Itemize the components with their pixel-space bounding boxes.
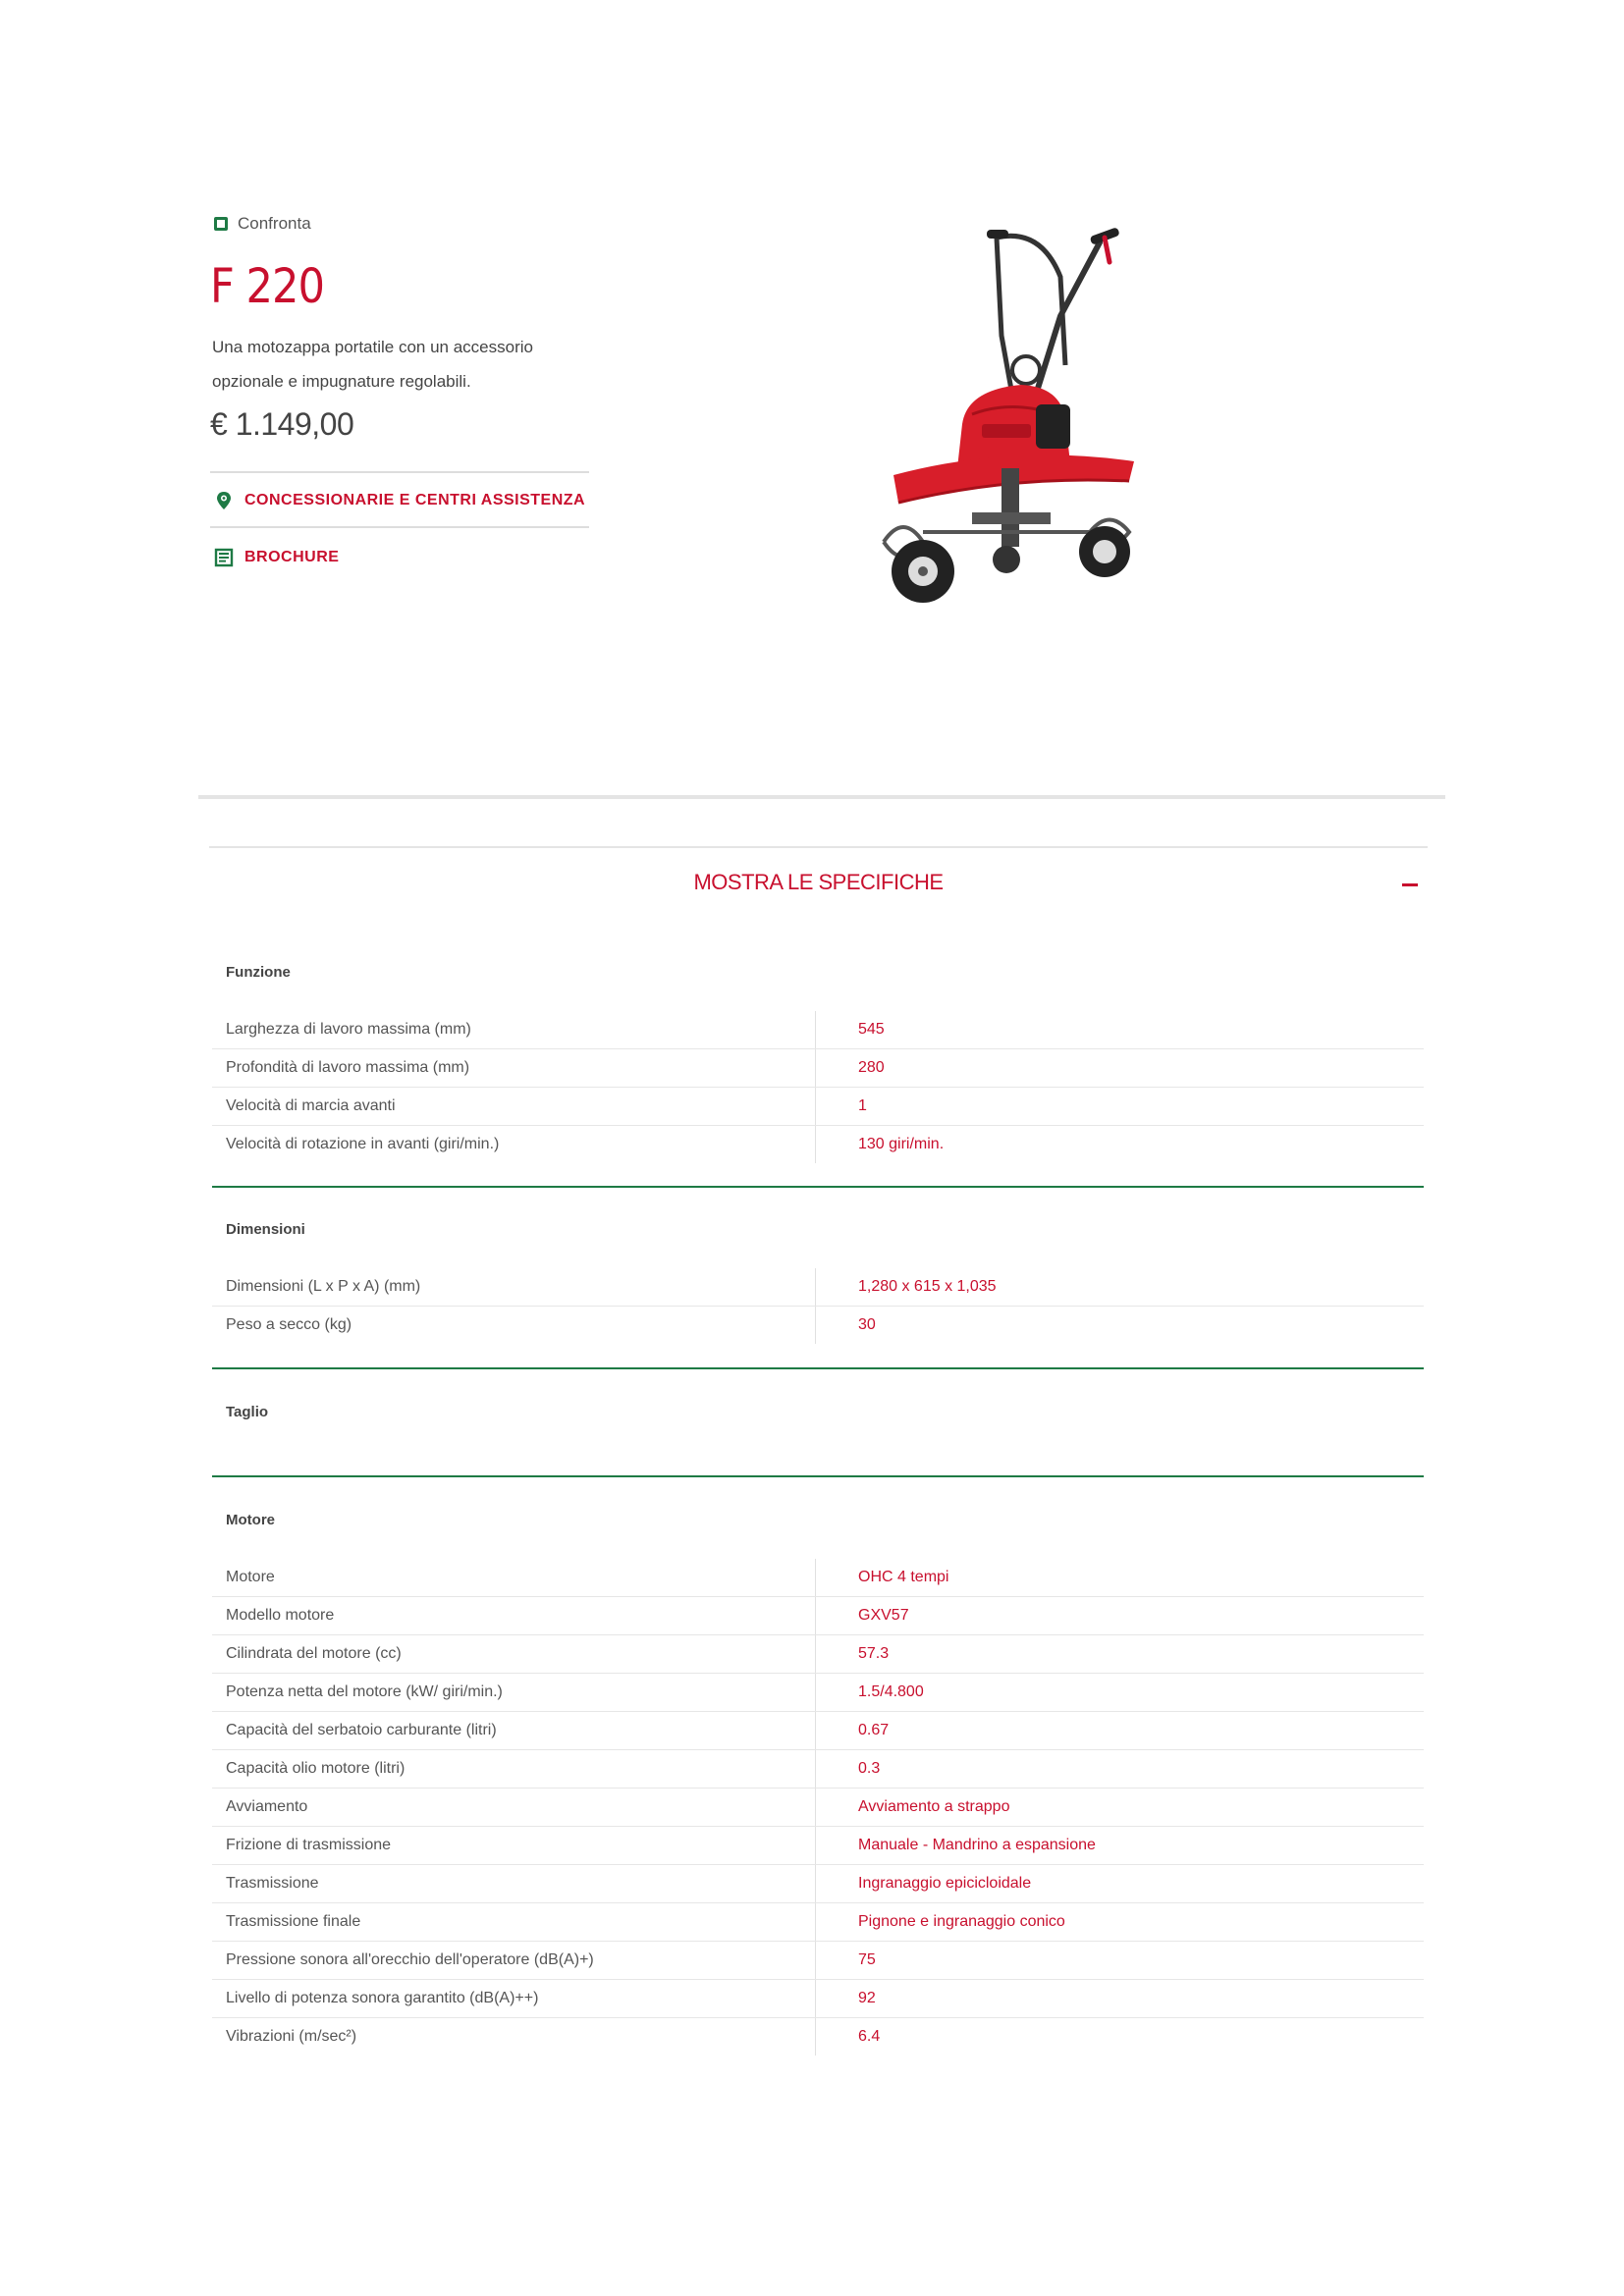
spec-label: Capacità del serbatoio carburante (litri)	[212, 1712, 816, 1749]
table-row	[212, 1049, 1424, 1088]
table-row	[212, 1942, 1424, 1980]
spec-label: Potenza netta del motore (kW/ giri/min.)	[212, 1674, 816, 1711]
table-row	[212, 1268, 1424, 1307]
spec-value: 1,280 x 615 x 1,035	[858, 1278, 997, 1295]
divider	[210, 526, 589, 528]
spec-label: Velocità di marcia avanti	[212, 1088, 816, 1125]
specs-divider	[209, 846, 1428, 848]
brochure-link-label: BROCHURE	[244, 549, 340, 565]
spec-value: 57.3	[858, 1645, 890, 1662]
spec-label: Avviamento	[212, 1789, 816, 1826]
spec-label: Larghezza di lavoro massima (mm)	[212, 1011, 816, 1048]
specs-section-motore	[212, 1512, 1424, 2056]
compare-checkbox[interactable]	[214, 214, 311, 234]
show-specs-toggle[interactable]: MOSTRA LE SPECIFICHE	[693, 870, 944, 894]
spec-value: 1	[858, 1097, 867, 1114]
spec-label: Trasmissione	[212, 1865, 816, 1902]
spec-value: 545	[858, 1021, 885, 1038]
spec-label: Trasmissione finale	[212, 1903, 816, 1941]
spec-label: Dimensioni (L x P x A) (mm)	[212, 1268, 816, 1306]
spec-value: OHC 4 tempi	[858, 1569, 949, 1585]
spec-value: Avviamento a strappo	[858, 1798, 1010, 1815]
table-row	[212, 1712, 1424, 1750]
table-row	[212, 1635, 1424, 1674]
table-row	[212, 1011, 1424, 1049]
spec-value: 1.5/4.800	[858, 1683, 924, 1700]
table-row	[212, 1980, 1424, 2018]
collapse-minus-icon[interactable]	[1402, 883, 1418, 886]
product-price: € 1.149,00	[210, 406, 354, 442]
table-row	[212, 1088, 1424, 1126]
compare-label: Confronta	[238, 214, 311, 233]
spec-label: Cilindrata del motore (cc)	[212, 1635, 816, 1673]
table-row	[212, 1827, 1424, 1865]
specs-section-funzione	[212, 964, 1424, 1163]
section-divider	[198, 795, 1445, 799]
spec-value: 75	[858, 1951, 876, 1968]
spec-value: 0.3	[858, 1760, 881, 1777]
location-pin-icon	[214, 491, 234, 510]
spec-label: Livello di potenza sonora garantito (dB(A)++)	[212, 1980, 816, 2017]
table-row	[212, 1750, 1424, 1789]
product-title: F 220	[210, 259, 324, 314]
dealers-link[interactable]	[214, 491, 585, 510]
spec-value: GXV57	[858, 1607, 909, 1624]
table-row	[212, 1865, 1424, 1903]
spec-label: Peso a secco (kg)	[212, 1307, 816, 1344]
dealers-link-label: CONCESSIONARIE E CENTRI ASSISTENZA	[244, 492, 586, 508]
brochure-link[interactable]	[214, 548, 339, 567]
section-title: Motore	[226, 1512, 275, 1528]
table-row	[212, 1559, 1424, 1597]
section-title: Dimensioni	[226, 1221, 305, 1238]
spec-label: Motore	[212, 1559, 816, 1596]
document-icon	[214, 548, 234, 567]
section-title: Taglio	[226, 1404, 269, 1420]
table-row	[212, 2018, 1424, 2056]
spec-label: Frizione di trasmissione	[212, 1827, 816, 1864]
table-row	[212, 1789, 1424, 1827]
spec-label: Profondità di lavoro massima (mm)	[212, 1049, 816, 1087]
table-row	[212, 1903, 1424, 1942]
specs-section-dimensioni	[212, 1221, 1424, 1344]
table-row	[212, 1126, 1424, 1163]
specs-section-taglio	[212, 1404, 1424, 1423]
spec-value: 280	[858, 1059, 885, 1076]
spec-label: Pressione sonora all'orecchio dell'operatore (dB(A)+)	[212, 1942, 816, 1979]
spec-value: 6.4	[858, 2028, 881, 2045]
spec-label: Modello motore	[212, 1597, 816, 1634]
spec-value: Ingranaggio epicicloidale	[858, 1875, 1032, 1892]
table-row	[212, 1307, 1424, 1344]
spec-value: Manuale - Mandrino a espansione	[858, 1837, 1096, 1853]
product-image	[864, 218, 1178, 630]
spec-value: Pignone e ingranaggio conico	[858, 1913, 1065, 1930]
table-row	[212, 1597, 1424, 1635]
divider	[210, 471, 589, 473]
section-divider	[212, 1475, 1424, 1477]
section-title: Funzione	[226, 964, 291, 981]
product-description: Una motozappa portatile con un accessorio opzionale e impugnature regolabili.	[212, 338, 533, 391]
spec-value: 30	[858, 1316, 876, 1333]
spec-value: 92	[858, 1990, 876, 2006]
spec-value: 0.67	[858, 1722, 890, 1738]
table-row	[212, 1674, 1424, 1712]
spec-value: 130 giri/min.	[858, 1136, 945, 1152]
section-divider	[212, 1186, 1424, 1188]
checkbox-icon[interactable]	[214, 217, 228, 231]
spec-label: Velocità di rotazione in avanti (giri/min.)	[212, 1126, 816, 1163]
spec-label: Vibrazioni (m/sec²)	[212, 2018, 816, 2056]
spec-label: Capacità olio motore (litri)	[212, 1750, 816, 1788]
section-divider	[212, 1367, 1424, 1369]
